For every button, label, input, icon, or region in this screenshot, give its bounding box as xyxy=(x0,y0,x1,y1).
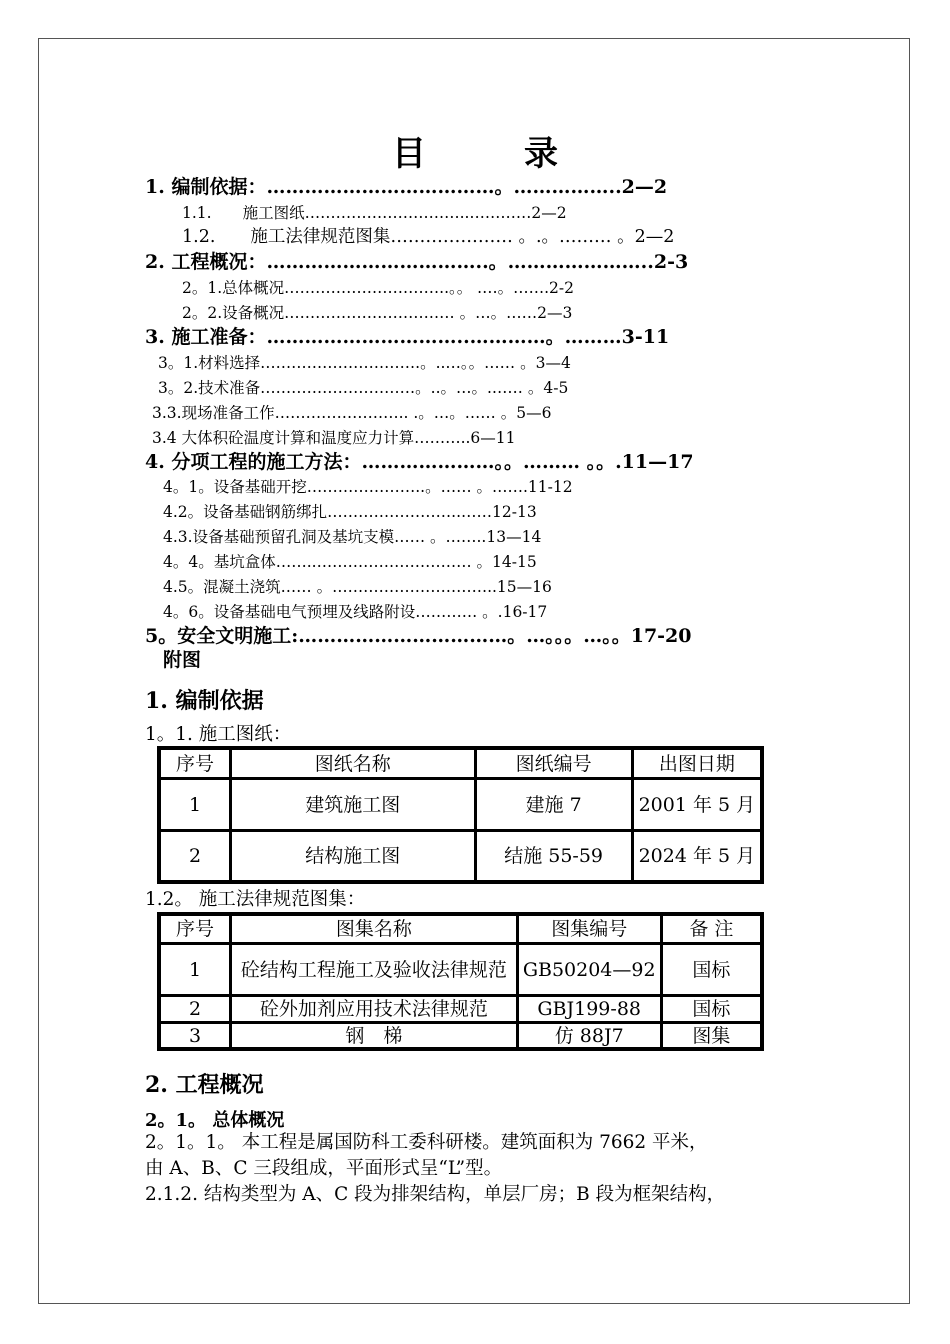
toc-entry: 3。2.技术准备…………………………。..。…。.…… 。4-5 xyxy=(158,379,569,397)
toc-entry: 2。1.总体概况…………………………..。。 .…。…….2-2 xyxy=(182,279,574,297)
table-cell: 国标 xyxy=(661,996,762,1023)
table-cell: 2 xyxy=(159,996,231,1023)
subsection-label: 1.2。 施工法律规范图集： xyxy=(145,889,366,910)
toc-entry: 3. 施工准备：…………………………..…………。………3-11 xyxy=(145,326,670,348)
toc-entry: 4.3.设备基础预留孔洞及基坑支模…… 。……..13—14 xyxy=(163,528,542,546)
toc-entry: 4.2。设备基础钢筋绑扎……………………..……12-13 xyxy=(163,503,537,521)
toc-entry: 3。1.材料选择………………………….。..…。。…… 。3—4 xyxy=(158,354,571,372)
toc-entry: 3.4 大体积砼温度计算和温度应力计算………..6—11 xyxy=(152,429,516,447)
table-header: 图纸编号 xyxy=(475,748,632,779)
toc-entry: 1.1. 施工图纸…………………………..…………2—2 xyxy=(182,204,567,222)
toc-entry: 3.3.现场准备工作…………………….. .。…。…… 。5—6 xyxy=(152,404,552,422)
paragraph-line: 2。1。1。 本工程是属国防科工委科研楼。建筑面积为 7662 平米， xyxy=(145,1132,708,1153)
paragraph-line: 2.1.2. 结构类型为 A、C 段为排架结构，单层厂房；B 段为框架结构， xyxy=(145,1184,726,1205)
table-cell: 结构施工图 xyxy=(231,831,475,883)
toc-entry: 1. 编制依据：………………………………。……………..2—2 xyxy=(145,176,668,198)
toc-entry: 1.2. 施工法律规范图集………………… 。.。……… 。2—2 xyxy=(182,227,675,247)
drawings-table xyxy=(157,746,764,884)
document-title: 目 录 xyxy=(392,134,590,174)
table-header: 图集编号 xyxy=(517,914,661,944)
table-cell: 2001 年 5 月 xyxy=(632,779,762,831)
table-header: 备 注 xyxy=(661,914,762,944)
standards-table xyxy=(157,912,764,1051)
table-cell: GBJ199-88 xyxy=(517,996,661,1023)
table-cell: 砼外加剂应用技术法律规范 xyxy=(231,996,517,1023)
toc-entry: 5。安全文明施工:……………………………。…。。。…。。17-20 xyxy=(145,625,692,647)
paragraph-line: 由 A、B、C 三段组成，平面形式呈“L”型。 xyxy=(145,1158,503,1179)
toc-entry: 2. 工程概况：……………………………..。…………………..2-3 xyxy=(145,251,689,273)
table-cell: 建筑施工图 xyxy=(231,779,475,831)
toc-entry: 4.5。混凝土浇筑…… 。…………………………..15—16 xyxy=(163,578,552,596)
toc-entry: 2。2.设备概况…………………………… 。…。……2—3 xyxy=(182,304,573,322)
table-cell: 2024 年 5 月 xyxy=(632,831,762,883)
table-cell: 3 xyxy=(159,1023,231,1050)
subsection-heading: 2。1。 总体概况 xyxy=(145,1110,285,1131)
table-cell: 国标 xyxy=(661,944,762,996)
table-cell: 砼结构工程施工及验收法律规范 xyxy=(231,944,517,996)
table-cell: 结施 55-59 xyxy=(475,831,632,883)
table-cell: 1 xyxy=(159,779,231,831)
table-header: 图集名称 xyxy=(231,914,517,944)
table-cell: 建施 7 xyxy=(475,779,632,831)
toc-entry: 附图 xyxy=(163,649,202,671)
table-cell: 图集 xyxy=(661,1023,762,1050)
toc-entry: 4。4。基坑盒体……..………………………… 。14-15 xyxy=(163,553,537,571)
table-header: 图纸名称 xyxy=(231,748,475,779)
section-heading: 1. 编制依据 xyxy=(145,688,264,714)
table-cell: GB50204—92 xyxy=(517,944,661,996)
table-cell: 1 xyxy=(159,944,231,996)
table-cell: 钢 梯 xyxy=(231,1023,517,1050)
subsection-label: 1。1. 施工图纸： xyxy=(145,724,292,745)
section-heading: 2. 工程概况 xyxy=(145,1072,264,1098)
table-header: 序号 xyxy=(159,748,231,779)
toc-entry: 4。6。设备基础电气预埋及线路附设………… 。.16-17 xyxy=(163,603,548,621)
toc-entry: 4。1。设备基础开挖…………………..。…… 。…….11-12 xyxy=(163,478,573,496)
table-header: 出图日期 xyxy=(632,748,762,779)
table-header: 序号 xyxy=(159,914,231,944)
table-cell: 仿 88J7 xyxy=(517,1023,661,1050)
table-cell: 2 xyxy=(159,831,231,883)
toc-entry: 4. 分项工程的施工方法：…………………。。……… 。。.11—17 xyxy=(145,451,694,473)
